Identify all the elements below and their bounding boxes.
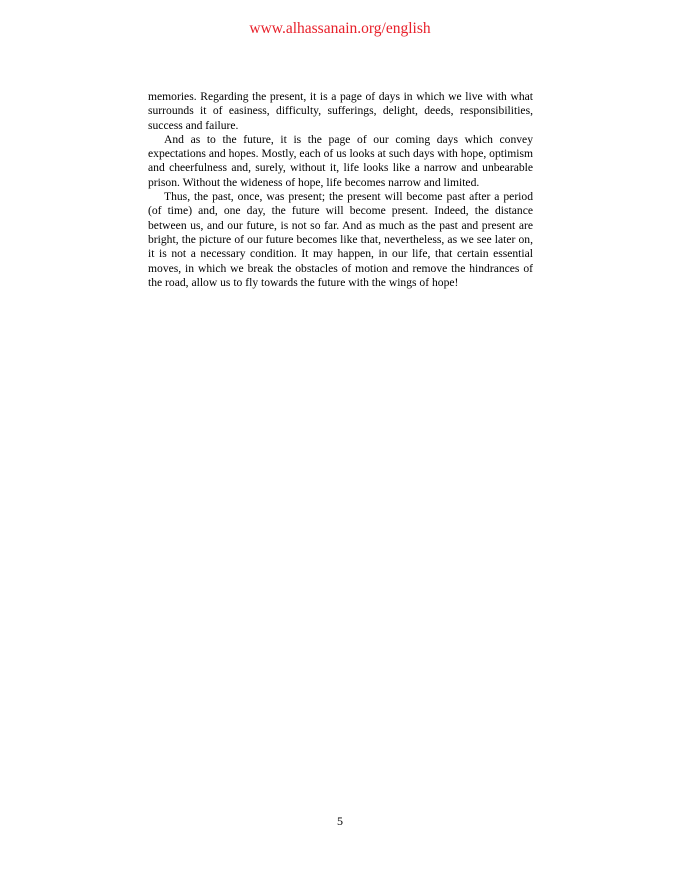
- page-number: 5: [337, 814, 343, 828]
- paragraph-future: And as to the future, it is the page of our coming days which convey expectations and hopes. Mostly, each of us looks at such days with hope, optimism and cheerfulness and, surely, without it, life looks like a narrow and unbearable prison. Without the wideness of hope, life becomes narrow and limited.: [148, 132, 533, 189]
- site-link[interactable]: www.alhassanain.org/english: [249, 20, 431, 37]
- paragraph-memories-continued: memories. Regarding the present, it is a page of days in which we live with what surrounds it of easiness, difficulty, sufferings, delight, deeds, responsibilities, success and failure.: [148, 90, 533, 132]
- page-body: [148, 90, 533, 290]
- paragraph-past-present-future: Thus, the past, once, was present; the present will become past after a period (of time) and, one day, the future will become present. Indeed, the distance between us, and our future, is not so far. And as much as the past and present are bright, the picture of our future becomes like that, nevertheless, as we see later on, it is not a necessary condition. It may happen, in our life, that certain essential moves, in which we break the obstacles of motion and remove the hindrances of the road, allow us to fly towards the future with the wings of hope!: [148, 190, 533, 289]
